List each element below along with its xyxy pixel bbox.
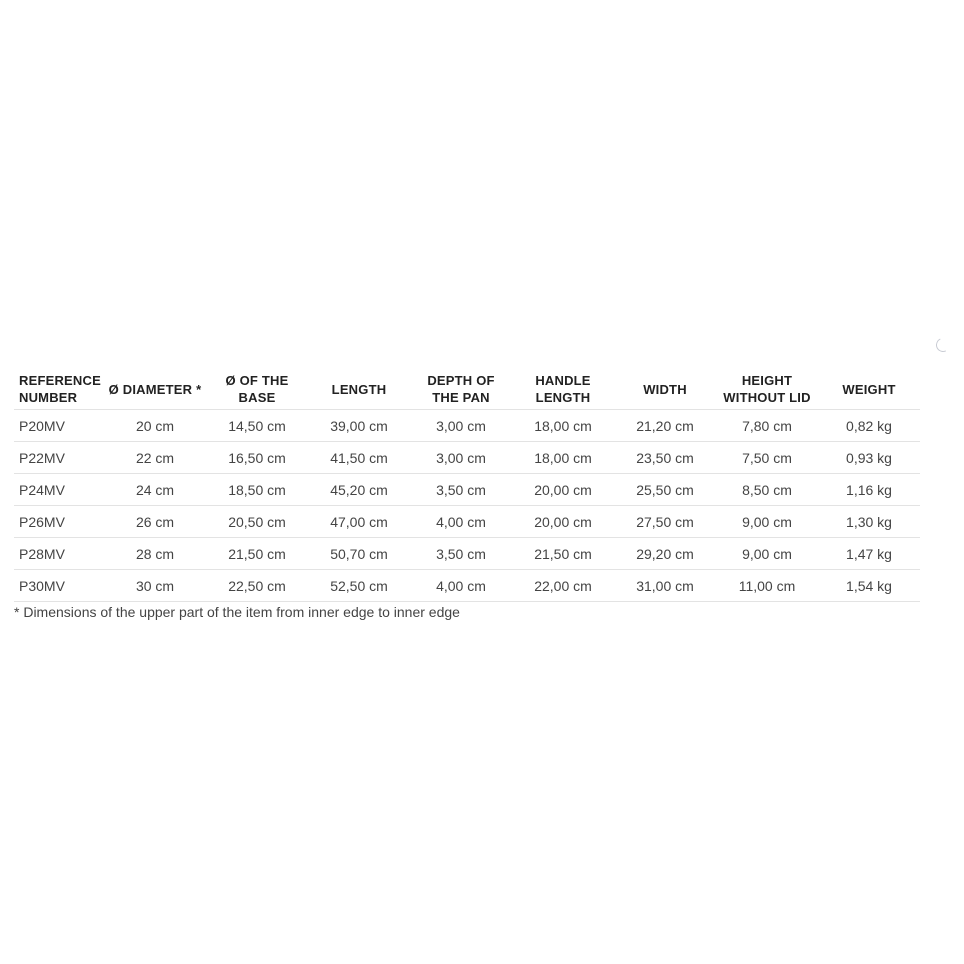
cell-depth: 4,00 cm (410, 570, 512, 602)
cell-handle-length: 18,00 cm (512, 442, 614, 474)
cell-height: 9,00 cm (716, 506, 818, 538)
cell-base: 20,50 cm (206, 506, 308, 538)
cell-width: 23,50 cm (614, 442, 716, 474)
cell-handle-length: 18,00 cm (512, 410, 614, 442)
cell-width: 25,50 cm (614, 474, 716, 506)
cell-depth: 3,00 cm (410, 410, 512, 442)
table-row (14, 474, 920, 506)
header-reference-number: REFERENCE NUMBER (14, 368, 104, 410)
table-row (14, 506, 920, 538)
cell-weight: 0,93 kg (818, 442, 920, 474)
specs-table (14, 368, 920, 602)
cell-reference: P30MV (14, 570, 104, 602)
cell-depth: 3,50 cm (410, 474, 512, 506)
table-row (14, 410, 920, 442)
cell-depth: 3,00 cm (410, 442, 512, 474)
cell-diameter: 28 cm (104, 538, 206, 570)
cell-length: 41,50 cm (308, 442, 410, 474)
header-height: HEIGHT WITHOUT LID (716, 368, 818, 410)
loading-spinner-icon (934, 336, 952, 354)
cell-length: 52,50 cm (308, 570, 410, 602)
cell-base: 22,50 cm (206, 570, 308, 602)
cell-width: 31,00 cm (614, 570, 716, 602)
header-diameter: Ø DIAMETER * (104, 368, 206, 410)
cell-diameter: 20 cm (104, 410, 206, 442)
header-base-diameter: Ø OF THE BASE (206, 368, 308, 410)
table-row (14, 538, 920, 570)
cell-height: 7,50 cm (716, 442, 818, 474)
table-row (14, 570, 920, 602)
cell-length: 39,00 cm (308, 410, 410, 442)
cell-reference: P28MV (14, 538, 104, 570)
header-width: WIDTH (614, 368, 716, 410)
cell-base: 14,50 cm (206, 410, 308, 442)
cell-base: 18,50 cm (206, 474, 308, 506)
cell-base: 16,50 cm (206, 442, 308, 474)
cell-handle-length: 20,00 cm (512, 474, 614, 506)
cell-weight: 1,30 kg (818, 506, 920, 538)
cell-diameter: 26 cm (104, 506, 206, 538)
cell-height: 7,80 cm (716, 410, 818, 442)
cell-handle-length: 21,50 cm (512, 538, 614, 570)
cell-reference: P22MV (14, 442, 104, 474)
cell-length: 45,20 cm (308, 474, 410, 506)
cell-handle-length: 20,00 cm (512, 506, 614, 538)
header-handle-length: HANDLE LENGTH (512, 368, 614, 410)
header-weight: WEIGHT (818, 368, 920, 410)
header-depth: DEPTH OF THE PAN (410, 368, 512, 410)
cell-width: 29,20 cm (614, 538, 716, 570)
cell-length: 50,70 cm (308, 538, 410, 570)
cell-reference: P24MV (14, 474, 104, 506)
header-length: LENGTH (308, 368, 410, 410)
cell-width: 21,20 cm (614, 410, 716, 442)
cell-weight: 1,16 kg (818, 474, 920, 506)
cell-base: 21,50 cm (206, 538, 308, 570)
cell-width: 27,50 cm (614, 506, 716, 538)
cell-diameter: 24 cm (104, 474, 206, 506)
cell-weight: 0,82 kg (818, 410, 920, 442)
cell-diameter: 30 cm (104, 570, 206, 602)
cell-height: 9,00 cm (716, 538, 818, 570)
table-row (14, 442, 920, 474)
table-header-row (14, 368, 920, 410)
cell-handle-length: 22,00 cm (512, 570, 614, 602)
cell-weight: 1,47 kg (818, 538, 920, 570)
cell-weight: 1,54 kg (818, 570, 920, 602)
cell-reference: P26MV (14, 506, 104, 538)
cell-depth: 3,50 cm (410, 538, 512, 570)
specs-table-container (14, 368, 920, 602)
cell-height: 11,00 cm (716, 570, 818, 602)
cell-length: 47,00 cm (308, 506, 410, 538)
cell-reference: P20MV (14, 410, 104, 442)
cell-height: 8,50 cm (716, 474, 818, 506)
cell-diameter: 22 cm (104, 442, 206, 474)
table-footnote: * Dimensions of the upper part of the item from inner edge to inner edge (14, 604, 460, 620)
cell-depth: 4,00 cm (410, 506, 512, 538)
